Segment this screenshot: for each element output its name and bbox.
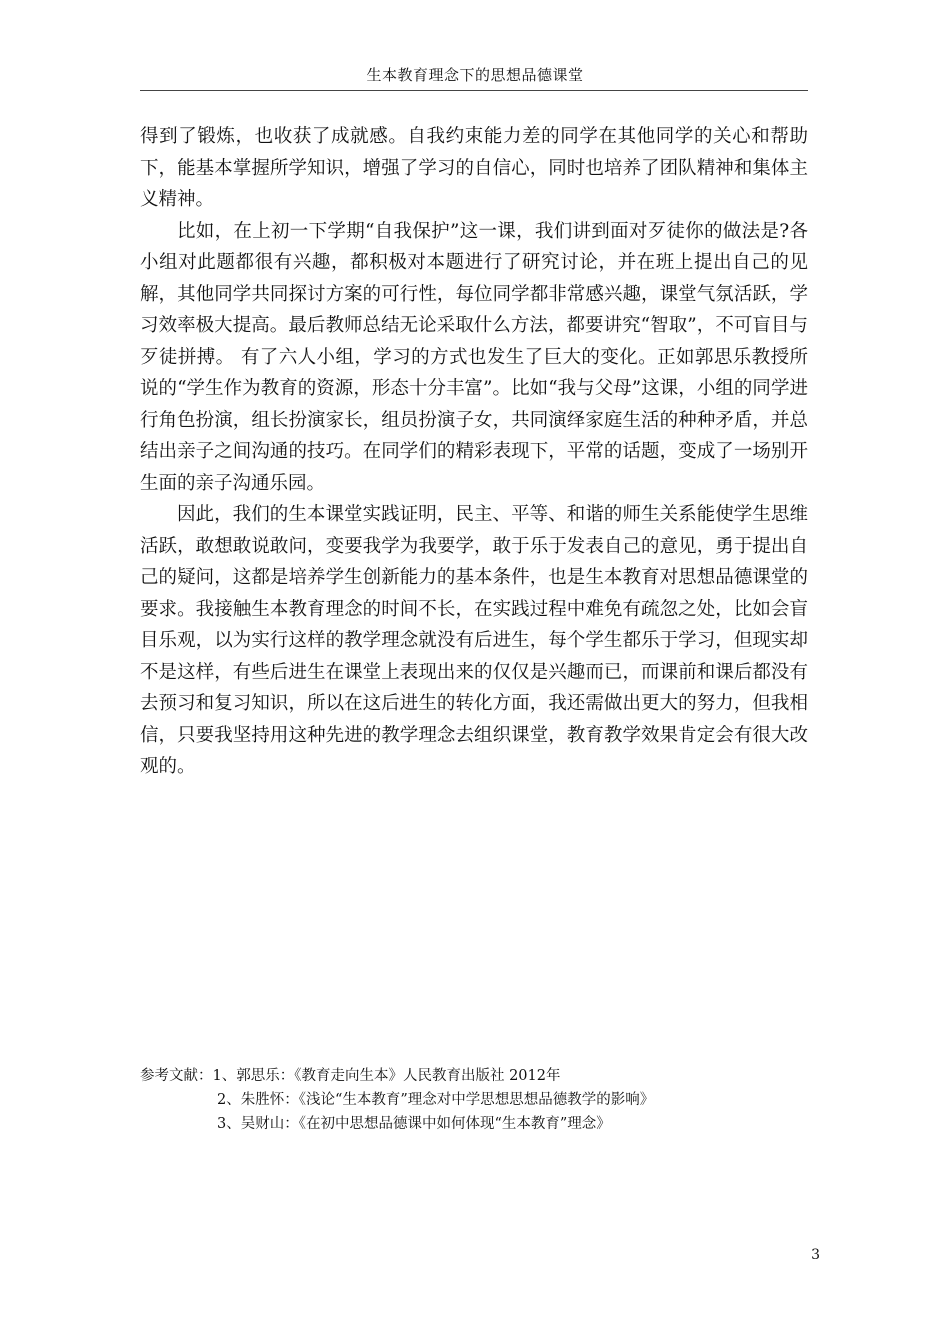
header-divider — [140, 90, 808, 91]
page-header-title: 生本教育理念下的思想品德课堂 — [366, 66, 584, 84]
reference-text: 1、郭思乐：《教育走向生本》人民教育出版社 2012年 — [212, 1068, 561, 1084]
reference-item — [140, 1064, 820, 1088]
paragraph-example: 比如，在上初一下学期“自我保护”这一课，我们讲到面对歹徒你的做法是?各小组对此题都很有兴趣，都积极对本题进行了研究讨论，并在班上提出自己的见解，其他同学共同探讨方案的可行性，每位同学都非常感兴趣，课堂气氛活跃，学习效率极大提高。最后教师总结无论采取什么方法，都要讲究“智取”，不可盲目与歹徒拼搏。 有了六人小组，学习的方式也发生了巨大的变化。正如郭思乐教授所说的“学生作为教育的资源，形态十分丰富”。比如“我与父母”这课，小组的同学进行角色扮演，组长扮演家长，组员扮演子女，共同演绎家庭生活的种种矛盾，并总结出亲子之间沟通的技巧。在同学们的精彩表现下，平常的话题，变成了一场别开生面的亲子沟通乐园。 — [140, 220, 808, 494]
page-number: 3 — [811, 1247, 820, 1263]
paragraph-conclusion: 因此，我们的生本课堂实践证明，民主、平等、和谐的师生关系能使学生思维活跃，敢想敢说敢问，变要我学为我要学，敢于乐于发表自己的意见，勇于提出自己的疑问，这都是培养学生创新能力的基本条件，也是生本教育对思想品德课堂的要求。我接触生本教育理念的时间不长，在实践过程中难免有疏忽之处，比如会盲目乐观，以为实行这样的教学理念就没有后进生，每个学生都乐于学习，但现实却不是这样，有些后进生在课堂上表现出来的仅仅是兴趣而已，而课前和课后都没有去预习和复习知识，所以在这后进生的转化方面，我还需做出更大的努力，但我相信，只要我坚持用这种先进的教学理念去组织课堂，教育教学效果肯定会有很大改观的。 — [140, 504, 808, 777]
references-label: 参考文献： — [140, 1068, 213, 1084]
reference-item: 3、吴财山：《在初中思想品德课中如何体现“生本教育”理念》 — [217, 1116, 611, 1132]
document-body — [140, 121, 808, 783]
reference-item: 2、朱胜怀：《浅论“生本教育”理念对中学思想思想品德教学的影响》 — [217, 1092, 655, 1108]
references-section — [140, 1064, 820, 1136]
paragraph-continuation: 得到了锻炼，也收获了成就感。自我约束能力差的同学在其他同学的关心和帮助下，能基本掌握所学知识，增强了学习的自信心，同时也培养了团队精神和集体主义精神。 — [140, 126, 808, 210]
